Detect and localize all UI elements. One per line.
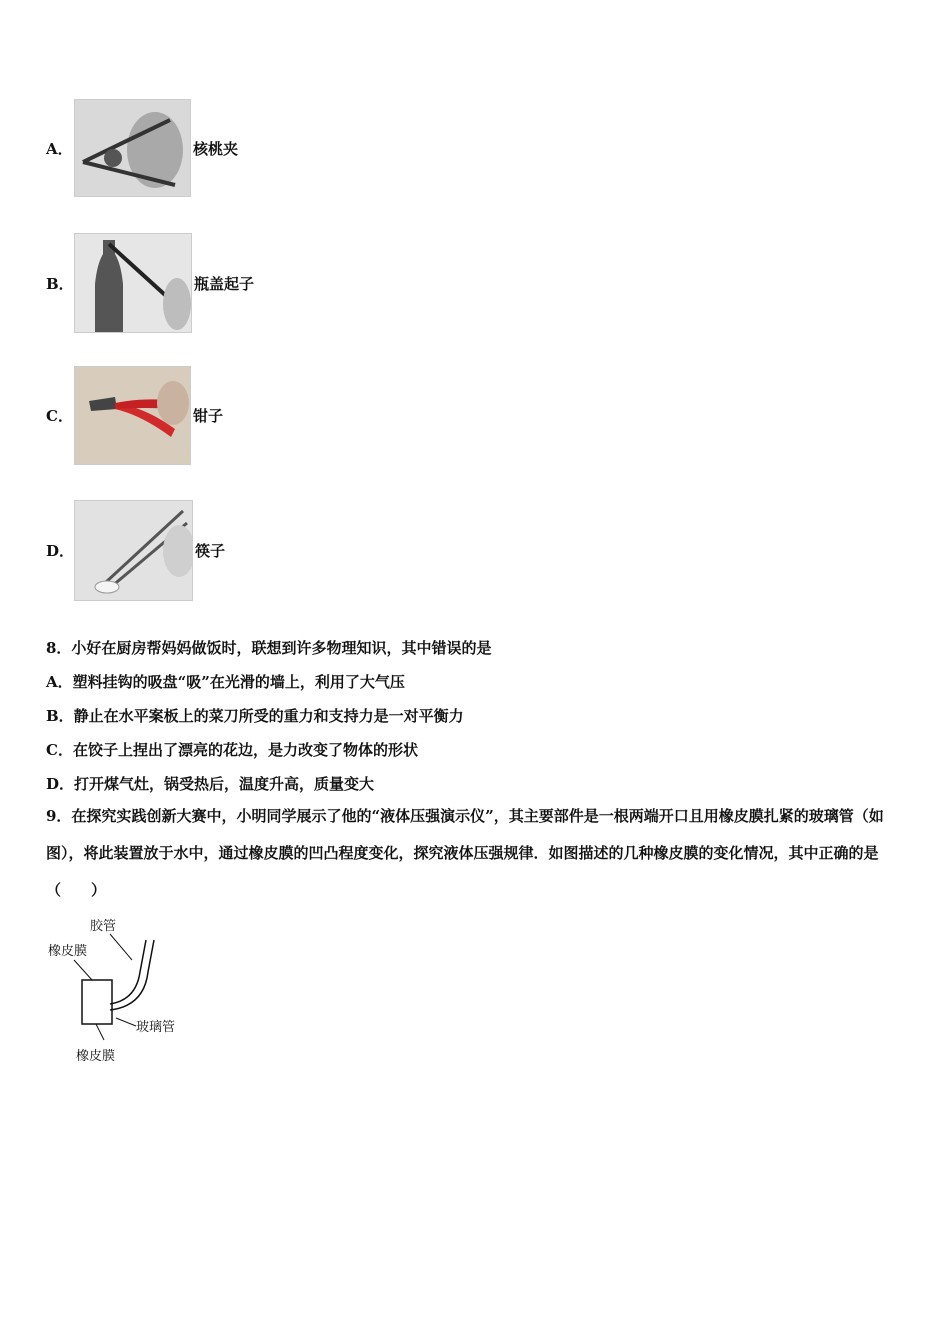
bottle-opener-icon — [75, 234, 191, 332]
bottle-opener-photo — [74, 233, 192, 333]
q8-option-b: B．静止在水平案板上的菜刀所受的重力和支持力是一对平衡力 — [46, 707, 464, 725]
option-d — [46, 500, 225, 601]
hose-line-inner — [110, 940, 154, 1010]
option-caption: 核桃夹 — [193, 139, 239, 158]
option-caption: 瓶盖起子 — [194, 274, 255, 293]
membrane-bottom-pointer — [96, 1024, 104, 1040]
q8-option-a: A．塑料挂钩的吸盘“吸”在光滑的墙上，利用了大气压 — [46, 673, 405, 691]
option-caption: 筷子 — [195, 542, 226, 560]
glass-tube — [82, 980, 112, 1024]
membrane-top-pointer — [74, 960, 92, 980]
pliers-icon — [75, 367, 190, 464]
glass-tube-label: 玻璃管 — [136, 1020, 176, 1035]
q9-stem: 9．在探究实践创新大赛中，小明同学展示了他的“液体压强演示仪”，其主要部件是一根两端开口且用橡皮膜扎紧的玻璃管（如图），将此装置放于水中，通过橡皮膜的凹凸程度变化，探究液体压强规律．如图描述的几种橡皮膜的变化情况，其中正确的是（ ） — [46, 807, 884, 899]
option-c — [46, 366, 223, 465]
q8-stem: 8．小好在厨房帮妈妈做饭时，联想到许多物理知识，其中错误的是 — [46, 639, 492, 657]
pliers-photo — [74, 366, 191, 465]
chopsticks-photo — [74, 500, 193, 601]
pressure-demo-diagram — [44, 912, 204, 1072]
hose-label: 胶管 — [90, 919, 117, 934]
option-b — [46, 233, 254, 333]
option-caption: 钳子 — [193, 407, 224, 425]
membrane-bottom-label: 橡皮膜 — [76, 1049, 116, 1064]
nutcracker-icon — [75, 100, 190, 196]
option-letter: B． — [46, 274, 74, 293]
option-letter: C． — [46, 407, 73, 425]
option-letter: A． — [46, 139, 73, 158]
option-letter: D． — [46, 542, 75, 560]
nutcracker-photo — [74, 99, 191, 197]
option-a — [46, 99, 238, 197]
membrane-top-label: 橡皮膜 — [48, 944, 88, 959]
glass-tube-pointer — [116, 1018, 136, 1026]
chopsticks-icon — [75, 501, 192, 600]
q8-option-d: D．打开煤气灶，锅受热后，温度升高，质量变大 — [46, 775, 375, 793]
q8-option-c: C．在饺子上捏出了漂亮的花边，是力改变了物体的形状 — [46, 741, 418, 759]
hose-pointer — [110, 934, 132, 960]
